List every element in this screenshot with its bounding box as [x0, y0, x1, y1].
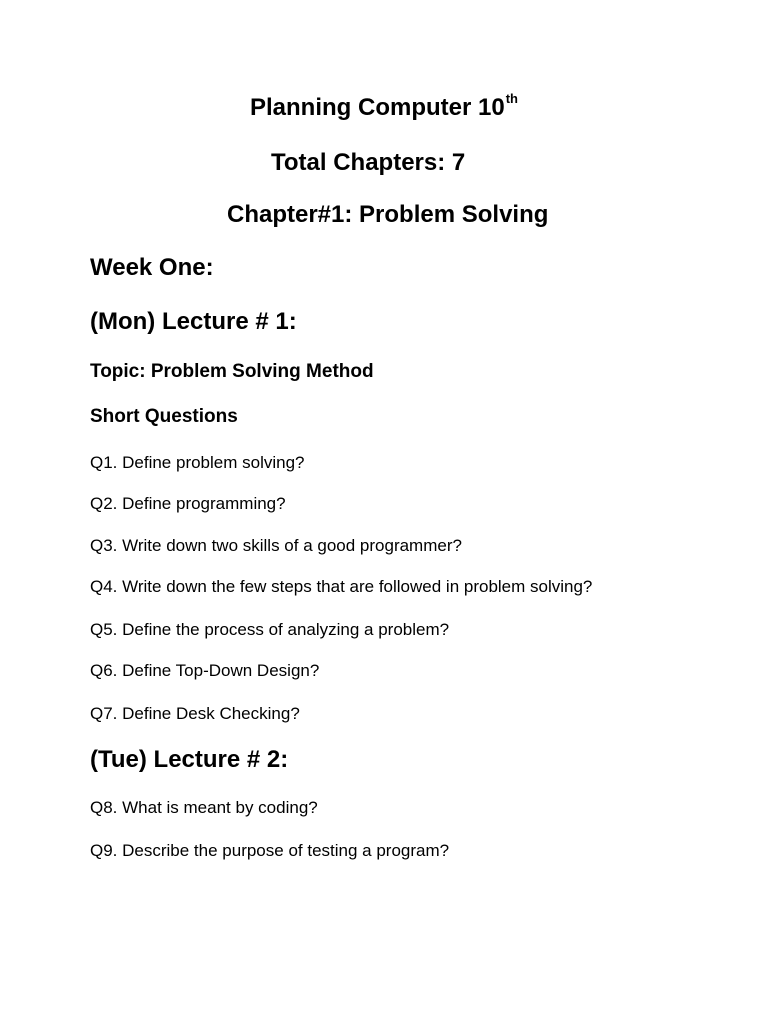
- week-heading: Week One:: [90, 254, 214, 281]
- document-title: [250, 91, 518, 122]
- total-chapters-heading: Total Chapters: 7: [271, 149, 466, 176]
- question-item: Q5. Define the process of analyzing a problem?: [90, 620, 450, 639]
- title-superscript: th: [505, 91, 518, 106]
- question-item: Q2. Define programming?: [90, 494, 286, 513]
- chapter-heading: Chapter#1: Problem Solving: [227, 201, 549, 228]
- document-title-text: Planning Computer 10: [250, 94, 505, 121]
- short-questions-heading: Short Questions: [90, 406, 238, 427]
- question-item: Q7. Define Desk Checking?: [90, 704, 300, 723]
- question-item: Q1. Define problem solving?: [90, 453, 305, 472]
- question-item: Q4. Write down the few steps that are followed in problem solving?: [90, 577, 593, 596]
- question-item: Q6. Define Top-Down Design?: [90, 661, 320, 680]
- lecture-1-topic: Topic: Problem Solving Method: [90, 361, 374, 382]
- question-item: Q9. Describe the purpose of testing a program?: [90, 841, 450, 860]
- lecture-2-heading: (Tue) Lecture # 2:: [90, 746, 289, 773]
- lecture-1-heading: (Mon) Lecture # 1:: [90, 308, 297, 335]
- question-item: Q3. Write down two skills of a good programmer?: [90, 536, 462, 555]
- question-item: Q8. What is meant by coding?: [90, 798, 318, 817]
